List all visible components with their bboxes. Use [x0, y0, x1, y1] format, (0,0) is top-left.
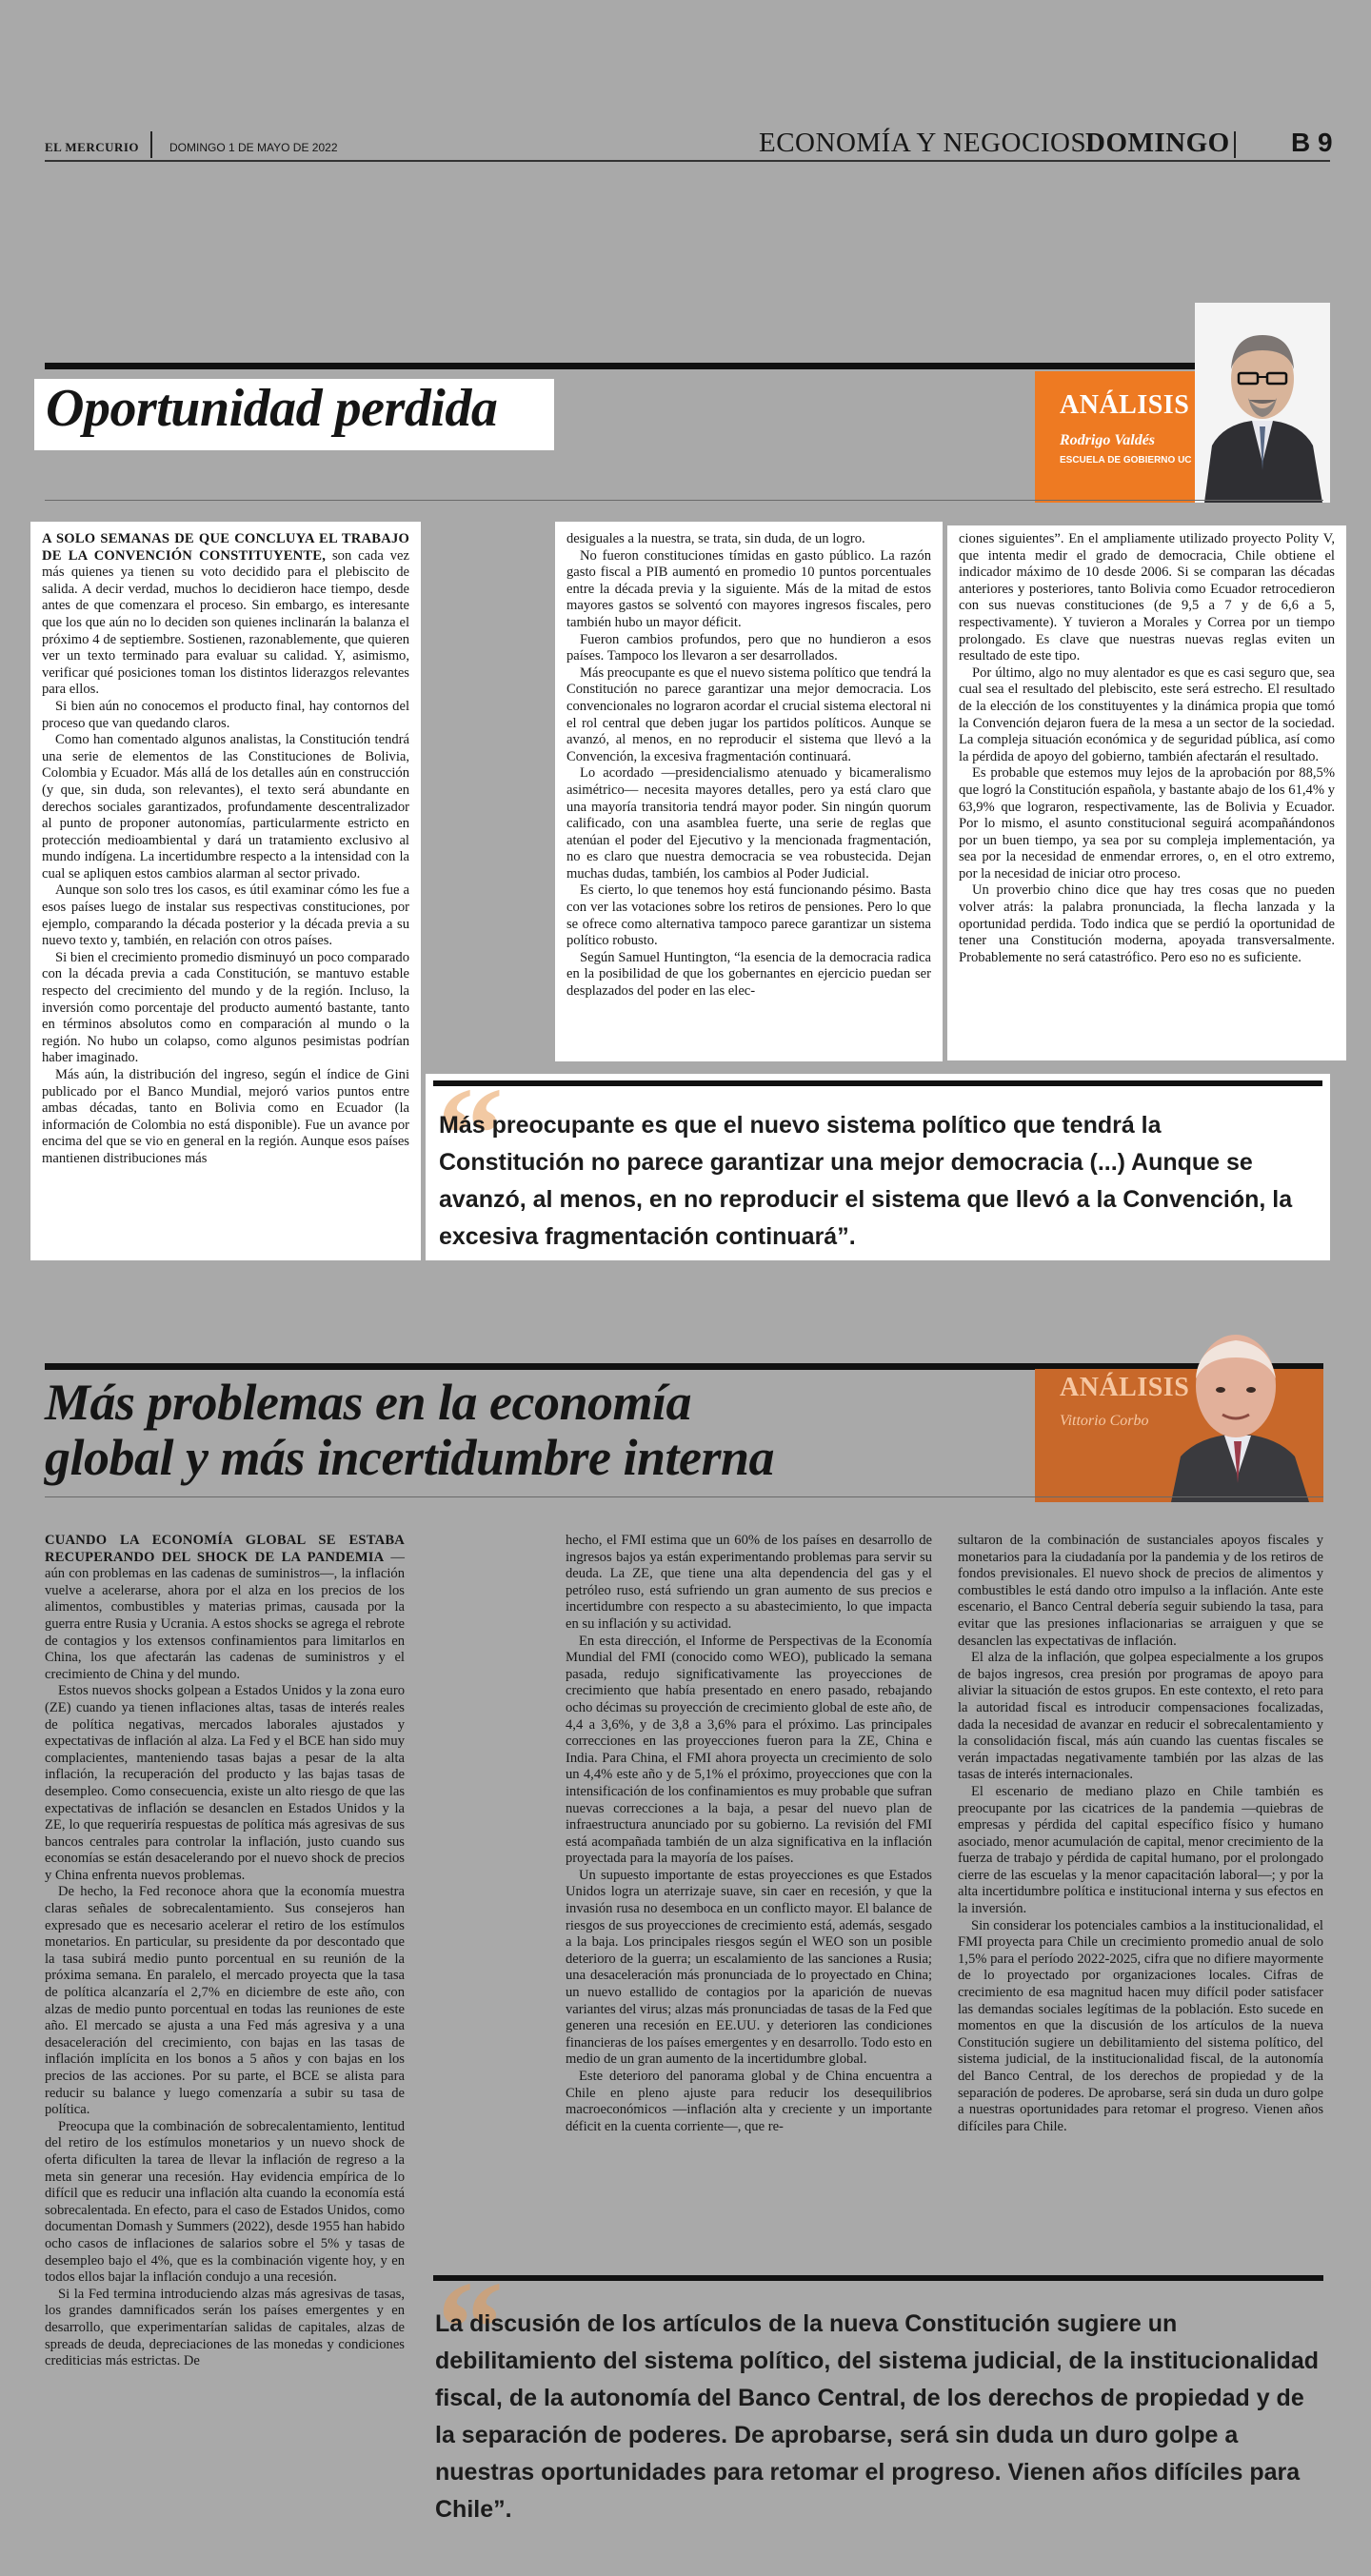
portrait-vittorio-corbo-icon	[1152, 1323, 1323, 1502]
portrait-rodrigo-valdes-icon	[1195, 303, 1330, 503]
article-column-3	[947, 525, 1346, 1060]
masthead-rule	[45, 160, 1330, 162]
analysis-label: ANÁLISIS	[1060, 1373, 1190, 1402]
paragraph: Más aún, la distribución del ingreso, según el índice de Gini publicado por el Banco Mundial, mejoró varios puntos entre ambas décadas, tanto en Bolivia como en Ecuador (la información de Colombia no está disponible). Fue un avance por encima del que se vio en general en la región. Aunque esos países mantienen distribuciones más	[42, 1067, 409, 1166]
paragraph: Si bien aún no conocemos el producto final, hay contornos del proceso que van quedando claros.	[42, 698, 409, 731]
article-headline: Oportunidad perdida	[46, 379, 498, 438]
author-name: Rodrigo Valdés	[1060, 432, 1156, 448]
paragraph: Por último, algo no muy alentador es que es casi seguro que, sea cual sea el resultado del plebiscito, este será estrecho. El resultado de la elección de los constituyentes y la dinámica propia que tomó la Convención dejaron fuera de la mesa a un sector de la sociedad. La compleja situación económica y de seguridad pública, así como la pérdida de apoyo del gobierno, también afectarán el resultado.	[959, 664, 1335, 764]
author-institution: ESCUELA DE GOBIERNO UC	[1060, 455, 1192, 466]
paragraph: son cada vez más quienes ya tienen su voto decidido para el plebiscito de salida. A decir verdad, muchos lo decidieron hace tiempo, desde antes de que comenzara el proceso. Sin embargo, es interesante que los que aún no lo deciden son quienes inclinarán la balanza el próximo 4 de septiembre. Sostienen, razonablemente, que quieren ver un texto terminado para evaluar su calidad. Y, asimismo, verificar qué posiciones toman los distintos liderazgos relevantes para ellos.	[42, 547, 409, 698]
article-column-1	[30, 522, 421, 1260]
paragraph: En esta dirección, el Informe de Perspectivas de la Economía Mundial del FMI (conocido como WEO), publicado la semana pasada, redujo significativamente las proyecciones de crecimiento que había presentado en enero pasado, rebajando ocho décimas su proyección de crecimiento global de este año, de 4,4 a 3,6%, y de 3,8 a 3,6% para el próximo. Las principales correcciones en las proyecciones fueron para la ZE, China e India. Para China, el FMI ahora proyecta un crecimiento de solo un 4,4% este año y de 5,1% el próximo, proyecciones que con la intensificación de los confinamientos es muy probable que sufran nuevas correcciones a la baja, a pesar del nuevo plan de infraestructura anunciado por su gobierno. La revisión del FMI está acompañada también de un alza significativa en la inflación proyectada para la mayoría de los países.	[566, 1633, 932, 1867]
article-headline	[45, 1376, 774, 1486]
paragraph: Si la Fed termina introduciendo alzas más agresivas de tasas, los grandes damnificados serán los países emergentes y en desarrollo, que experimentarían salidas de capitales, alzas de spreads de deuda, depreciaciones de las monedas y condiciones crediticias más estrictas. De	[45, 2286, 405, 2369]
paragraph: ciones siguientes”. En el ampliamente utilizado proyecto Polity V, que intenta medir el grado de democracia, Chile obtiene el indicador máximo de 10 desde 2006. Si se comparan las décadas anteriores y posteriores, tanto Bolivia como Ecuador retrocedieron con sus nuevas constituciones (de 9,5 a 7 y de 6,6 a 5, respectivamente). Y tuvieron a Morales y Correa por un tiempo prolongado. Es clave que nuestras nuevas reglas eviten un resultado de este tipo.	[959, 531, 1335, 664]
headline-line: Más problemas en la economía	[45, 1374, 692, 1431]
paragraph: El escenario de mediano plazo en Chile también es preocupante por las cicatrices de la pandemia —quiebras de empresas y pérdida del capital específico físico y humano asociado, menor acumulación de capital, menor crecimiento de la fuerza de trabajo y pérdida de capital humano, por el prolongado cierre de las escuelas y la menor capacitación laboral—; y por la alta incertidumbre política e institucional interna y sus efectos en la inversión.	[958, 1783, 1323, 1917]
analysis-badge	[1035, 371, 1206, 503]
edition-date: DOMINGO 1 DE MAYO DE 2022	[169, 141, 338, 154]
edition-day: DOMINGO	[1085, 128, 1230, 158]
section-title: ECONOMÍA Y NEGOCIOS	[759, 128, 1087, 158]
headline-line: global y más incertidumbre interna	[45, 1428, 775, 1486]
paragraph: Un supuesto importante de estas proyecciones es que Estados Unidos logra un aterrizaje suave, sin caer en recesión, y que la invasión rusa no desemboca en un conflicto mayor. El balance de riesgos de sus proyecciones de crecimiento está, además, sesgado a la baja. Los principales riesgos según el WEO son un posible deterioro de la guerra; un escalamiento de las sanciones a Rusia; una desaceleración más pronunciada de lo proyectado en China; un nuevo estallido de contagios por la aparición de nuevas variantes del virus; alzas más pronunciadas de tasas de la Fed que generen una recesión en EE.UU. y deterioren las condiciones financieras de los países emergentes y en desarrollo. Todo esto en medio de un gran aumento de la incertidumbre global.	[566, 1867, 932, 2068]
paragraph: Como han comentado algunos analistas, la Constitución tendrá una serie de elementos de las Constituciones de Bolivia, Colombia y Ecuador. Más allá de los detalles aún en construcción (y que, sin duda, son relevantes), el texto será abundante en derechos sociales garantizados, profundamente descentralizador al punto de proponer autonomías, particularmente estricto en protección medioambiental y dará un tratamiento exclusivo al mundo indígena. La incertidumbre respecto a la intensidad con la cual se apliquen estos cambios alarman al sector privado.	[42, 732, 409, 882]
author-portrait	[1195, 303, 1330, 503]
paragraph: —aún con problemas en las cadenas de suministros—, la inflación vuelve a acelerarse, ahora por el alza en los precios de los alimentos, combustibles y materias primas, causada por la guerra entre Rusia y Ucrania. A estos shocks se agrega el rebrote de contagios y los extensos confinamientos para limitarlos en China, los que afectarán las cadenas de suministros y el crecimiento de China y del mundo.	[45, 1549, 405, 1682]
quote-mark-icon: “	[437, 2254, 504, 2402]
publication-name: EL MERCURIO	[45, 140, 140, 154]
paragraph: Lo acordado —presidencialismo atenuado y bicameralismo asimétrico— necesita mayores detalles, pero ya está claro que una mayoría transitoria tendrá mayor poder. Sin ningún quorum calificado, con una asamblea fuerte, una serie de reglas que atenúan el poder del Ejecutivo y la mencionada fragmentación, no es claro que nuestra democracia se vea robustecida. Dejan muchas dudas, también, los cambios al Poder Judicial.	[566, 765, 931, 882]
pull-quote-rule	[433, 2275, 1323, 2281]
pull-quote-text: La discusión de los artículos de la nueva Constitución sugiere un debilitamiento del sistema político, del sistema judicial, de la institucionalidad fiscal, de la autonomía del Banco Central, de los derechos de propiedad y de la separación de poderes. De aprobarse, será sin duda un duro golpe a nuestras oportunidades para retomar el progreso. Vienen años difíciles para Chile”.	[435, 2310, 1319, 2523]
lead-in: A SOLO SEMANAS DE QUE CONCLUYA EL TRABAJO DE LA CONVENCIÓN CONSTITUYENTE,	[42, 531, 409, 564]
paragraph: Es probable que estemos muy lejos de la aprobación por 88,5% que logró la Constitución española, y bastante abajo de los 61,4% y 63,9% que lograron, respectivamente, las de Bolivia y Ecuador. Por lo mismo, el asunto constitucional seguirá acompañándonos por un buen tiempo, ya sea por su compleja implementación, ya sea por la necesidad de enmendar errores, o, en el otro extremo, por la necesidad de iniciar otro proceso.	[959, 765, 1335, 882]
headline-box	[34, 379, 554, 450]
article-column-1	[45, 1533, 405, 2370]
author-portrait	[1152, 1323, 1323, 1502]
article-column-2	[566, 1533, 932, 2135]
paragraph: Preocupa que la combinación de sobrecalentamiento, lentitud del retiro de los estímulos monetarios y un nuevo shock de oferta dificulten la tarea de llevar la inflación de regreso a la meta sin generar una recesión. Hay evidencia empírica de lo difícil que es reducir una inflación alta cuando la economía está sobrecalentada. En efecto, para el caso de Estados Unidos, como documentan Domash y Summers (2022), desde 1955 han habido ocho casos de inflaciones de salarios sobre el 5% y tasas de desempleo bajo el 4%, que es la combinación vigente hoy, y en todos ellos bajar la inflación condujo a una recesión.	[45, 2118, 405, 2286]
paragraph: Estos nuevos shocks golpean a Estados Unidos y la zona euro (ZE) cuando ya tienen inflaciones altas, tasas de interés reales de política negativas, mercados laborales ajustados y expectativas de inflación al alza. La Fed y el BCE han sido muy complacientes, manteniendo tasas bajas a pesar de la alta inflación, la recuperación del producto y las bajas tasas de desempleo. Como consecuencia, existe un alto riesgo de que las expectativas de inflación se desanclen en Estados Unidos y la ZE, lo que requeriría respuestas de política más agresivas de sus bancos centrales para controlar la inflación, justo cuando sus economías se están desacelerando por el nuevo shock de precios y China enfrenta nuevos problemas.	[45, 1683, 405, 1883]
masthead-divider	[150, 131, 152, 158]
author-name: Vittorio Corbo	[1060, 1413, 1149, 1429]
lead-in: CUANDO LA ECONOMÍA GLOBAL SE ESTABA RECUPERANDO DEL SHOCK DE LA PANDEMIA	[45, 1533, 405, 1565]
paragraph: desiguales a la nuestra, se trata, sin duda, de un logro.	[566, 531, 865, 546]
analysis-label: ANÁLISIS	[1060, 390, 1190, 420]
pull-quote-text: Más preocupante es que el nuevo sistema político que tendrá la Constitución no parece garantizar una mejor democracia (...) Aunque se avanzó, al menos, en no reproducir el sistema que llevó a la Convención, la excesiva fragmentación continuará”.	[439, 1112, 1293, 1250]
paragraph: sultaron de la combinación de sustanciales apoyos fiscales y monetarios para la ciudadanía por la pandemia y de los retiros de fondos previsionales. El nuevo shock de precios de alimentos y combustibles le está dando otro impulso a la inflación. Ante este escenario, el Banco Central debería seguir subiendo la tasa, para evitar que las presiones inflacionarias se arraiguen y que se desanclen las expectativas de inflación.	[958, 1533, 1323, 1649]
article-divider	[45, 500, 1323, 501]
paragraph: hecho, el FMI estima que un 60% de los países en desarrollo de ingresos bajos ya están experimentando problemas para servir su deuda. La ZE, que tiene una alta dependencia del gas y el petróleo ruso, está sufriendo un gran aumento de sus precios e incertidumbre con respecto a su abastecimiento, lo que impacta en su inflación y su actividad.	[566, 1533, 932, 1632]
paragraph: Es cierto, lo que tenemos hoy está funcionando pésimo. Basta con ver las votaciones sobre los retiros de pensiones. Pero lo que se ofrece como alternativa tampoco parece garantizar un sistema político robusto.	[566, 882, 931, 949]
page-number: B 9	[1291, 128, 1333, 157]
paragraph: Sin considerar los potenciales cambios a la institucionalidad, el FMI proyecta para Chile un crecimiento promedio anual de solo 1,5% para el período 2022-2025, cifra que no difiere mayormente de lo proyectado por organizaciones locales. Cifras de crecimiento de esa magnitud hacen muy difícil poder satisfacer las demandas sociales legítimas de la población. Esto sucede en momentos en que la discusión de los artículos de la nueva Constitución sugiere un debilitamiento del sistema político, del sistema judicial, de la institucionalidad fiscal, de la autonomía del Banco Central, de los derechos de propiedad y de la separación de poderes. De aprobarse, será sin duda un duro golpe a nuestras oportunidades para retomar el progreso. Vienen años difíciles para Chile.	[958, 1917, 1323, 2134]
paragraph: El alza de la inflación, que golpea especialmente a los grupos de bajos ingresos, crea presión por programas de apoyo para aliviar la situación de estos grupos. En este contexto, el reto para la autoridad fiscal es introducir compensaciones focalizadas, dada la necesidad de avanzar en reducir el sobrecalentamiento y la consolidación fiscal, más aún cuando las cuentas fiscales se verán impactadas negativamente también por las alzas de las tasas de interés internacionales.	[958, 1650, 1323, 1783]
paragraph: Si bien el crecimiento promedio disminuyó un poco comparado con la década previa a cada Constitución, se mantuvo estable respecto del crecimiento del mundo y de la región. Incluso, la inversión como porcentaje del producto aumentó bastante, tanto en términos absolutos como en comparación al mundo o la región. No hubo un colapso, como algunos pesimistas podrían haber imaginado.	[42, 949, 409, 1066]
article-divider	[45, 1496, 1323, 1497]
pull-quote	[426, 1060, 1330, 1260]
article-top-rule	[45, 363, 1323, 369]
pull-quote	[433, 2254, 1323, 2523]
paragraph: Más preocupante es que el nuevo sistema político que tendrá la Constitución no parece garantizar una mejor democracia. Los convencionales no lograron acordar el crucial sistema electoral ni el rol central que deben jugar los partidos políticos. Aunque se avanzó, al menos, en no reproducir el sistema que llevó a la Convención, la excesiva fragmentación continuará.	[566, 664, 931, 764]
pull-quote-rule	[433, 1080, 1322, 1086]
article-column-2	[555, 522, 943, 1061]
paragraph: Según Samuel Huntington, “la esencia de la democracia radica en la posibilidad de que los gobernantes en ejercicio puedan ser desplazados del poder en las elec-	[566, 949, 931, 1000]
paragraph: De hecho, la Fed reconoce ahora que la economía muestra claras señales de sobrecalentamiento. Sus consejeros han expresado que es necesario acelerar el retiro de los estímulos monetarios. En particular, su presidente da por descontado que la tasa subirá medio punto porcentual en su reunión de la próxima semana. En paralelo, el mercado proyecta que la tasa de política alcanzaría el 2,7% en diciembre de este año, con alzas de medio punto porcentual en todas las reuniones de este año. El mercado se ajusta a una Fed más agresiva y a una desaceleración del crecimiento, con bajas en las tasas de inflación implícita en los bonos a 5 años y con bajas en los precios de las acciones. Por su parte, el BCE se alista para reducir su balance y luego comenzaría a subir su tasa de política.	[45, 1884, 405, 2118]
masthead-divider	[1234, 131, 1236, 158]
quote-mark-icon: “	[437, 1060, 504, 1208]
article-column-3	[958, 1533, 1323, 2135]
paragraph: Un proverbio chino dice que hay tres cosas que no pueden volver atrás: la palabra pronunciada, la flecha lanzada y la oportunidad perdida. Todo indica que se perdió la oportunidad de tener una Constitución moderna, apoyada transversalmente. Probablemente no será catastrófico. Pero eso no es suficiente.	[959, 882, 1335, 965]
paragraph: No fueron constituciones tímidas en gasto público. La razón gasto fiscal a PIB aumentó en promedio 10 puntos porcentuales entre la década previa y la siguiente. Más de la mitad de estos mayores gastos se solventó con mayores ingresos fiscales, pero también hubo un mayor déficit.	[566, 547, 931, 630]
paragraph: Este deterioro del panorama global y de China encuentra a Chile en pleno ajuste para reducir los desequilibrios macroeconómicos —inflación alta y creciente y un importante déficit en la cuenta corriente—, que re-	[566, 2069, 932, 2134]
paragraph: Fueron cambios profundos, pero que no hundieron a esos países. Tampoco los llevaron a ser desarrollados.	[566, 631, 931, 664]
paragraph: Aunque son solo tres los casos, es útil examinar cómo les fue a esos países luego de instalar sus respectivas constituciones, por ejemplo, comparando la década posterior y la década previa a su nuevo texto y, también, en relación con otros países.	[42, 882, 409, 949]
